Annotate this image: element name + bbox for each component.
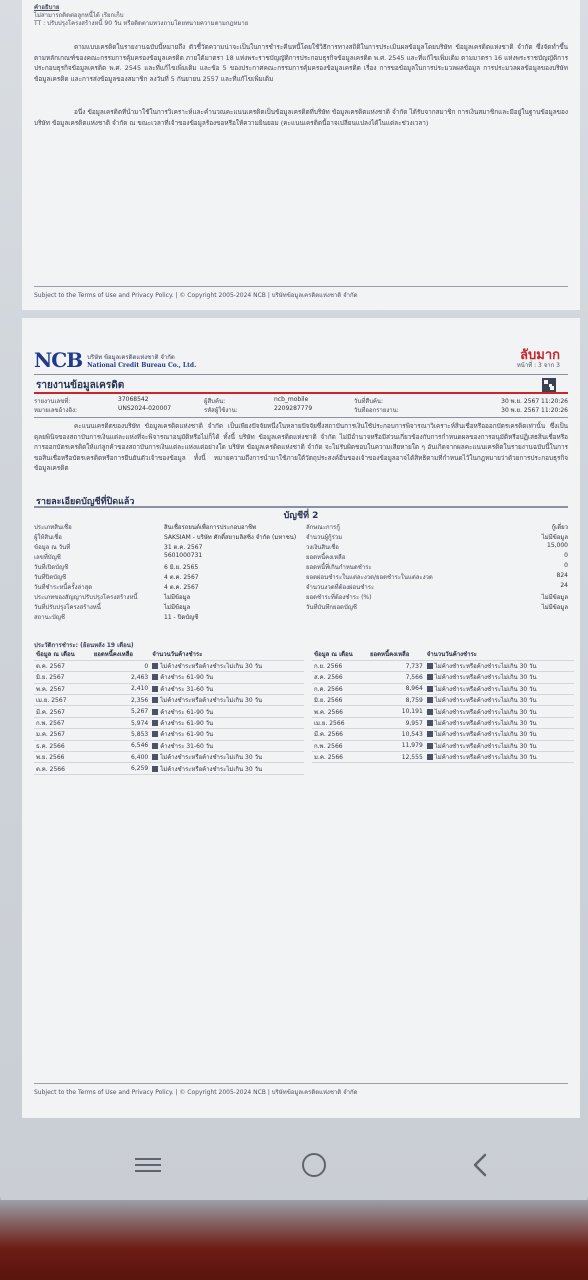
status-text: ไม่ค้างชำระหรือค้างชำระไม่เกิน 30 วัน bbox=[434, 731, 537, 739]
qr-code-icon bbox=[542, 378, 556, 392]
status-square-icon bbox=[427, 731, 433, 737]
account-field bbox=[34, 552, 302, 562]
history-header-row bbox=[34, 649, 304, 660]
history-status bbox=[150, 706, 304, 717]
history-balance: 7,566 bbox=[368, 672, 425, 683]
history-month: พ.ค. 2566 bbox=[312, 706, 368, 717]
history-month: ธ.ค. 2566 bbox=[34, 740, 92, 751]
status-square-icon bbox=[427, 709, 433, 715]
status-square-icon bbox=[152, 674, 158, 680]
status-text: ค้างชำระ 31-60 วัน bbox=[160, 742, 214, 750]
history-month: มิ.ย. 2567 bbox=[34, 672, 92, 683]
legend-notes bbox=[34, 4, 568, 28]
field-label: วันที่ปรับปรุงโครงสร้างหนี้ bbox=[34, 604, 101, 611]
status-text: ไม่ค้างชำระหรือค้างชำระไม่เกิน 30 วัน bbox=[160, 697, 263, 705]
field-label: ข้อมูล ณ วันที่ bbox=[34, 544, 71, 551]
history-status bbox=[425, 695, 574, 706]
status-text: ค้างชำระ 61-90 วัน bbox=[160, 720, 214, 728]
home-icon bbox=[302, 1153, 326, 1177]
history-balance: 6,400 bbox=[92, 752, 151, 763]
field-value: 15,000 bbox=[547, 542, 568, 549]
report-page-3 bbox=[22, 318, 580, 1118]
account-fields-left bbox=[34, 522, 302, 622]
field-label: ยอดหนี้ที่เกินกำหนดชำระ bbox=[306, 564, 372, 571]
status-text: ไม่ค้างชำระหรือค้างชำระไม่เกิน 30 วัน bbox=[160, 663, 263, 671]
history-balance: 0 bbox=[92, 660, 151, 671]
history-month: ต.ค. 2566 bbox=[34, 763, 92, 774]
history-month: เม.ย. 2567 bbox=[34, 695, 92, 706]
status-text: ไม่ค้างชำระหรือค้างชำระไม่เกิน 30 วัน bbox=[434, 708, 537, 716]
history-row bbox=[34, 660, 304, 671]
history-status bbox=[150, 717, 304, 728]
account-field bbox=[34, 572, 302, 582]
meta-value: 37068542 bbox=[118, 396, 149, 403]
status-square-icon bbox=[427, 697, 433, 703]
history-balance: 12,555 bbox=[368, 752, 425, 763]
history-row bbox=[34, 706, 304, 717]
field-label: วงเงินสินเชื่อ bbox=[306, 544, 339, 551]
history-month: ก.พ. 2567 bbox=[34, 717, 92, 728]
status-text: ไม่ค้างชำระหรือค้างชำระไม่เกิน 30 วัน bbox=[434, 720, 537, 728]
history-month: พ.ค. 2567 bbox=[34, 683, 92, 694]
credit-score-explanation: ตามแบบเครดิตในรายงานฉบับนี้หมายถึง ตัวชี้วัดความน่าจะเป็นในการชำระคืนหนี้โดยใช้วิธีการทางสถิติในการประเมินผลข้อมูลโดยบริษัท ข้อมูลเครดิตแห่งชาติ จำกัด ซึ่งจัดทำขึ้นตามหลักเกณฑ์ของคณะกรรมการคุ้มครองข้อมูลเครดิต ภายใต้มาตรา 18 แห่งพระราชบัญญัติการประกอบธุรกิจข้อมูลเครดิต พ.ศ. 2545 และที่แก้ไขเพิ่มเติม ตามมาตรา 16 แห่งพระราชบัญญัติการประกอบธุรกิจข้อมูลเครดิต พ.ศ. 2545 และที่แก้ไขเพิ่มเติม และข้อ 5 ของประกาศคณะกรรมการคุ้มครองข้อมูลเครดิต เรื่อง การขอข้อมูลในการประมวลผลข้อมูล การประมวลผลข้อมูลของบริษัทข้อมูลเครดิต และการส่งข้อมูลของสมาชิก ลงวันที่ 5 กันยายน 2557 และที่แก้ไขเพิ่มเติม bbox=[34, 43, 568, 83]
history-month: ก.ย. 2566 bbox=[312, 660, 368, 671]
ncb-logo: NCB bbox=[34, 348, 83, 372]
history-row bbox=[312, 740, 574, 751]
status-text: ค้างชำระ 61-90 วัน bbox=[160, 674, 214, 682]
history-status bbox=[150, 752, 304, 763]
history-month: ต.ค. 2567 bbox=[34, 660, 92, 671]
meta-label: วันที่ออกรายงาน: bbox=[354, 407, 399, 414]
history-status bbox=[150, 740, 304, 751]
status-square-icon bbox=[152, 720, 158, 726]
history-row bbox=[34, 729, 304, 740]
history-column-header: ข้อมูล ณ เดือน bbox=[312, 649, 368, 660]
account-field bbox=[34, 532, 302, 542]
header-rule bbox=[34, 374, 568, 375]
history-row bbox=[312, 695, 574, 706]
status-text: ไม่ค้างชำระหรือค้างชำระไม่เกิน 30 วัน bbox=[434, 674, 537, 682]
credit-score-note: อนึ่ง ข้อมูลเครดิตที่นำมาใช้ในการวิเคราะห์และคำนวณคะแนนเครดิตเป็นข้อมูลเครดิตที่บริษัท ข้อมูลเครดิตแห่งชาติ จำกัด ได้รับจากสมาชิก การเงินสมาชิกและมีอยู่ในฐานข้อมูลของบริษัท ข้อมูลเครดิตแห่งชาติ จำกัด ณ ขณะเวลาที่เจ้าของข้อมูลร้องขอหรือให้ความยินยอม (คะแนนเครดิตนี้อาจเปลี่ยนแปลงได้ในแต่ละช่วงเวลา) bbox=[34, 108, 568, 127]
account-field bbox=[34, 582, 302, 592]
history-status bbox=[150, 672, 304, 683]
status-square-icon bbox=[152, 686, 158, 692]
history-status bbox=[150, 763, 304, 774]
field-label: เลขที่บัญชี bbox=[34, 554, 61, 561]
meta-label: รหัสผู้ใช้งาน: bbox=[204, 407, 238, 414]
history-status bbox=[425, 660, 574, 671]
meta-value: 30 พ.ย. 2567 11:20:26 bbox=[501, 407, 568, 414]
field-label: จำนวนงวดที่ต้องผ่อนชำระ bbox=[306, 584, 375, 591]
history-row bbox=[34, 695, 304, 706]
status-text: ไม่ค้างชำระหรือค้างชำระไม่เกิน 30 วัน bbox=[434, 685, 537, 693]
history-column-header: จำนวนวันค้างชำระ bbox=[425, 649, 574, 660]
field-value: 6 มิ.ย. 2565 bbox=[164, 564, 199, 571]
page-footer: Subject to the Terms of Use and Privacy Policy. | © Copyright 2005-2024 NCB | บริษัทข้อมูลเครดิตแห่งชาติ จำกัด bbox=[34, 286, 568, 300]
history-row bbox=[312, 660, 574, 671]
field-value: กู้เดี่ยว bbox=[551, 524, 568, 531]
status-square-icon bbox=[152, 766, 158, 772]
report-page-2 bbox=[22, 0, 580, 310]
account-field bbox=[306, 582, 568, 592]
status-square-icon bbox=[427, 686, 433, 692]
account-fields-right bbox=[306, 522, 568, 612]
status-square-icon bbox=[427, 674, 433, 680]
history-balance: 9,957 bbox=[368, 717, 425, 728]
meta-value: 30 พ.ย. 2567 11:20:26 bbox=[501, 398, 568, 405]
meta-label: รายงานเลขที่: bbox=[34, 398, 71, 405]
history-status bbox=[150, 683, 304, 694]
back-button[interactable] bbox=[460, 1148, 500, 1182]
history-row bbox=[34, 717, 304, 728]
status-square-icon bbox=[427, 754, 433, 760]
status-text: ค้างชำระ 31-60 วัน bbox=[160, 685, 214, 693]
field-label: ประเภทของสัญญาปรับปรุงโครงสร้างหนี้ bbox=[34, 594, 138, 601]
status-text: ไม่ค้างชำระหรือค้างชำระไม่เกิน 30 วัน bbox=[160, 754, 263, 762]
payment-history-left bbox=[34, 649, 304, 775]
legend-line: TT : ปรับปรุงโครงสร้างหนี้ 90 วัน หรือติดตามทวงถามโดยทนายความตามกฎหมาย bbox=[34, 20, 249, 27]
disclaimer-paragraph: คะแนนเครดิตของบริษัท ข้อมูลเครดิตแห่งชาติ จำกัด เป็นเพียงปัจจัยหนึ่งในหลายปัจจัยซึ่งสถาบันการเงินใช้ประกอบการพิจารณาวิเคราะห์สินเชื่อหรือออกบัตรเครดิตเท่านั้น ซึ่งเป็นดุลยพินิจของสถาบันการเงินแต่ละแห่งที่จะพิจารณาอนุมัติหรือไม่ก็ได้ ทั้งนี้ บริษัท ข้อมูลเครดิตแห่งชาติ จำกัด ไม่มีอำนาจหรือมีส่วนเกี่ยวข้องกับการกำหนดผลของการอนุมัติหรือปฏิเสธสินเชื่อหรือการออกบัตรเครดิตให้แก่ลูกค้าของสถาบันการเงินแต่ละแห่งแต่อย่างใด บริษัท ข้อมูลเครดิตแห่งชาติ จำกัด จะไม่รับผิดชอบในความเสียหายใด ๆ อันเกิดจากผลคะแนนเครดิตในรายงานฉบับนี้ในการขอสินเชื่อหรือบัตรเครดิตหรือการยืนยันตัวเจ้าของข้อมูล ทั้งนี้ หมายความถึงการนำมาใช้ภายใต้วัตถุประสงค์อื่นของเจ้าของข้อมูลอาจได้สิทธิตามที่กำหนดไว้ในกฎหมายว่าด้วยการประกอบธุรกิจข้อมูลเครดิต bbox=[34, 422, 568, 472]
page-number: หน้าที่ : 3 จาก 3 bbox=[516, 362, 560, 369]
history-balance: 11,979 bbox=[368, 740, 425, 751]
history-balance: 5,853 bbox=[92, 729, 151, 740]
report-meta bbox=[34, 396, 568, 416]
history-column-header: จำนวนวันค้างชำระ bbox=[150, 649, 304, 660]
history-balance: 7,737 bbox=[368, 660, 425, 671]
history-column-header: ข้อมูล ณ เดือน bbox=[34, 649, 92, 660]
device-edge bbox=[0, 1200, 588, 1280]
history-row bbox=[312, 706, 574, 717]
field-label: ยอดหนี้คงเหลือ bbox=[306, 554, 346, 561]
field-value: 5601000731 bbox=[164, 552, 203, 559]
history-status bbox=[425, 706, 574, 717]
history-row bbox=[34, 672, 304, 683]
field-value: ไม่มีข้อมูล bbox=[164, 594, 191, 601]
field-value: 24 bbox=[560, 582, 568, 589]
status-text: ไม่ค้างชำระหรือค้างชำระไม่เกิน 30 วัน bbox=[434, 663, 537, 671]
field-label: ลักษณะการกู้ bbox=[306, 524, 340, 531]
history-row bbox=[34, 752, 304, 763]
status-square-icon bbox=[427, 663, 433, 669]
status-text: ไม่ค้างชำระหรือค้างชำระไม่เกิน 30 วัน bbox=[434, 742, 537, 750]
account-field bbox=[34, 602, 302, 612]
history-month: ส.ค. 2566 bbox=[312, 672, 368, 683]
account-field bbox=[34, 562, 302, 572]
history-status bbox=[425, 740, 574, 751]
status-square-icon bbox=[152, 663, 158, 669]
account-field bbox=[34, 522, 302, 532]
field-value: 0 bbox=[564, 552, 568, 559]
history-month: ก.พ. 2566 bbox=[312, 740, 368, 751]
status-square-icon bbox=[427, 743, 433, 749]
status-square-icon bbox=[152, 709, 158, 715]
field-label: วันที่ปิดบัญชี bbox=[34, 574, 67, 581]
history-month: เม.ย. 2566 bbox=[312, 717, 368, 728]
history-row bbox=[312, 672, 574, 683]
field-value: ไม่มีข้อมูล bbox=[541, 604, 568, 611]
history-balance: 10,543 bbox=[368, 729, 425, 740]
status-text: ค้างชำระ 61-90 วัน bbox=[160, 731, 214, 739]
history-status bbox=[150, 660, 304, 671]
history-balance: 2,410 bbox=[92, 683, 151, 694]
history-balance: 2,356 bbox=[92, 695, 151, 706]
account-field bbox=[34, 592, 302, 602]
field-value: 4 ต.ค. 2567 bbox=[164, 584, 199, 591]
legend-line: ไม่สามารถติดต่อลูกหนี้ได้ เรียกเก็บ bbox=[34, 12, 124, 19]
history-status bbox=[425, 729, 574, 740]
payment-history-right bbox=[312, 649, 574, 763]
field-value: 0 bbox=[564, 562, 568, 569]
account-field bbox=[34, 612, 302, 622]
history-month: ก.ค. 2566 bbox=[312, 683, 368, 694]
field-label: จำนวนผู้กู้ร่วม bbox=[306, 534, 343, 541]
field-value: SAKSIAM - บริษัท ศักดิ์สยามลิสซิ่ง จำกัด (มหาชน) bbox=[164, 534, 297, 541]
status-square-icon bbox=[152, 743, 158, 749]
status-square-icon bbox=[427, 720, 433, 726]
back-icon bbox=[470, 1152, 490, 1178]
history-month: ม.ค. 2567 bbox=[34, 729, 92, 740]
history-row bbox=[312, 683, 574, 694]
closed-accounts-title: รายละเอียดบัญชีที่ปิดแล้ว bbox=[36, 497, 135, 507]
history-column-header: ยอดหนี้คงเหลือ bbox=[92, 649, 151, 660]
account-field bbox=[306, 562, 568, 572]
ncb-header bbox=[34, 348, 196, 372]
history-balance: 8,964 bbox=[368, 683, 425, 694]
account-field bbox=[306, 532, 568, 542]
title-rule bbox=[34, 392, 568, 394]
report-title: รายงานข้อมูลเครดิต bbox=[36, 380, 125, 391]
field-label: สถานะบัญชี bbox=[34, 614, 65, 621]
field-value: 11 - ปิดบัญชี bbox=[164, 614, 199, 621]
account-field bbox=[306, 592, 568, 602]
history-month: มิ.ย. 2566 bbox=[312, 695, 368, 706]
meta-label: ผู้สืบค้น: bbox=[204, 398, 226, 405]
status-text: ไม่ค้างชำระหรือค้างชำระไม่เกิน 30 วัน bbox=[434, 754, 537, 762]
account-field bbox=[306, 602, 568, 612]
field-label: ผู้ให้สินเชื่อ bbox=[34, 534, 62, 541]
field-value: ไม่มีข้อมูล bbox=[541, 594, 568, 601]
status-text: ค้างชำระ 61-90 วัน bbox=[160, 708, 214, 716]
field-value: สินเชื่อรถยนต์เพื่อการประกอบอาชีพ bbox=[164, 524, 256, 531]
system-navigation-bar bbox=[0, 1130, 588, 1200]
history-status bbox=[425, 683, 574, 694]
confidential-label: ลับมาก bbox=[520, 348, 560, 363]
history-balance: 6,259 bbox=[92, 763, 151, 774]
history-month: พ.ย. 2566 bbox=[34, 752, 92, 763]
history-balance: 5,267 bbox=[92, 706, 151, 717]
payment-history-title: ประวัติการชำระ: (ย้อนหลัง 19 เดือน) bbox=[34, 642, 134, 649]
field-value: ไม่มีข้อมูล bbox=[541, 534, 568, 541]
home-button[interactable] bbox=[294, 1148, 334, 1182]
history-header-row bbox=[312, 649, 574, 660]
status-square-icon bbox=[152, 754, 158, 760]
company-name-en: National Credit Bureau Co., Ltd. bbox=[87, 362, 197, 369]
history-balance: 8,759 bbox=[368, 695, 425, 706]
history-month: ม.ค. 2566 bbox=[312, 752, 368, 763]
history-status bbox=[425, 672, 574, 683]
meta-rule bbox=[34, 417, 568, 418]
field-value: 824 bbox=[556, 572, 568, 579]
history-row bbox=[34, 763, 304, 774]
history-balance: 2,463 bbox=[92, 672, 151, 683]
field-label: วันที่ชำระหนี้ครั้งล่าสุด bbox=[34, 584, 93, 591]
legend-title: คำอธิบาย bbox=[34, 4, 60, 11]
meta-label: วันที่สืบค้น: bbox=[354, 398, 384, 405]
history-row bbox=[312, 717, 574, 728]
status-text: ไม่ค้างชำระหรือค้างชำระไม่เกิน 30 วัน bbox=[434, 697, 537, 705]
history-balance: 10,191 bbox=[368, 706, 425, 717]
history-status bbox=[150, 729, 304, 740]
account-field bbox=[306, 542, 568, 552]
field-value: ไม่มีข้อมูล bbox=[164, 604, 191, 611]
account-field bbox=[34, 542, 302, 552]
account-title: บัญชีที่ 2 bbox=[283, 511, 319, 521]
field-label: ยอดผ่อนชำระในแต่ละงวด/ยอดชำระในแต่ละงวด bbox=[306, 574, 433, 581]
history-month: มี.ค. 2566 bbox=[312, 729, 368, 740]
field-label: วันที่เปิดบัญชี bbox=[34, 564, 69, 571]
meta-label: หมายเลขอ้างอิง: bbox=[34, 407, 78, 414]
field-label: ประเภทสินเชื่อ bbox=[34, 524, 72, 531]
history-balance: 6,546 bbox=[92, 740, 151, 751]
page-footer: Subject to the Terms of Use and Privacy Policy. | © Copyright 2005-2024 NCB | บริษัทข้อมูลเครดิตแห่งชาติ จำกัด bbox=[34, 1083, 568, 1097]
history-balance: 5,974 bbox=[92, 717, 151, 728]
status-square-icon bbox=[152, 697, 158, 703]
history-row bbox=[312, 752, 574, 763]
recent-apps-icon bbox=[135, 1154, 161, 1176]
meta-value: 2209287779 bbox=[274, 405, 313, 412]
status-square-icon bbox=[152, 731, 158, 737]
field-label: วันที่บันทึกยอดบัญชี bbox=[306, 604, 357, 611]
account-field bbox=[306, 552, 568, 562]
history-month: มี.ค. 2567 bbox=[34, 706, 92, 717]
meta-value: UNS2024-020007 bbox=[118, 405, 172, 412]
meta-value: ncb_mobile bbox=[274, 396, 309, 403]
field-label: ยอดชำระที่ต้องชำระ (%) bbox=[306, 594, 372, 601]
history-row bbox=[34, 740, 304, 751]
history-status bbox=[425, 717, 574, 728]
account-field bbox=[306, 572, 568, 582]
history-row bbox=[312, 729, 574, 740]
field-value: 31 ต.ค. 2567 bbox=[164, 544, 203, 551]
account-field bbox=[306, 522, 568, 532]
history-status bbox=[425, 752, 574, 763]
history-row bbox=[34, 683, 304, 694]
field-value: 4 ต.ค. 2567 bbox=[164, 574, 199, 581]
history-status bbox=[150, 695, 304, 706]
company-name-th: บริษัท ข้อมูลเครดิตแห่งชาติ จำกัด bbox=[87, 354, 175, 361]
history-column-header: ยอดหนี้คงเหลือ bbox=[368, 649, 425, 660]
status-text: ไม่ค้างชำระหรือค้างชำระไม่เกิน 30 วัน bbox=[160, 765, 263, 773]
recent-apps-button[interactable] bbox=[128, 1148, 168, 1182]
